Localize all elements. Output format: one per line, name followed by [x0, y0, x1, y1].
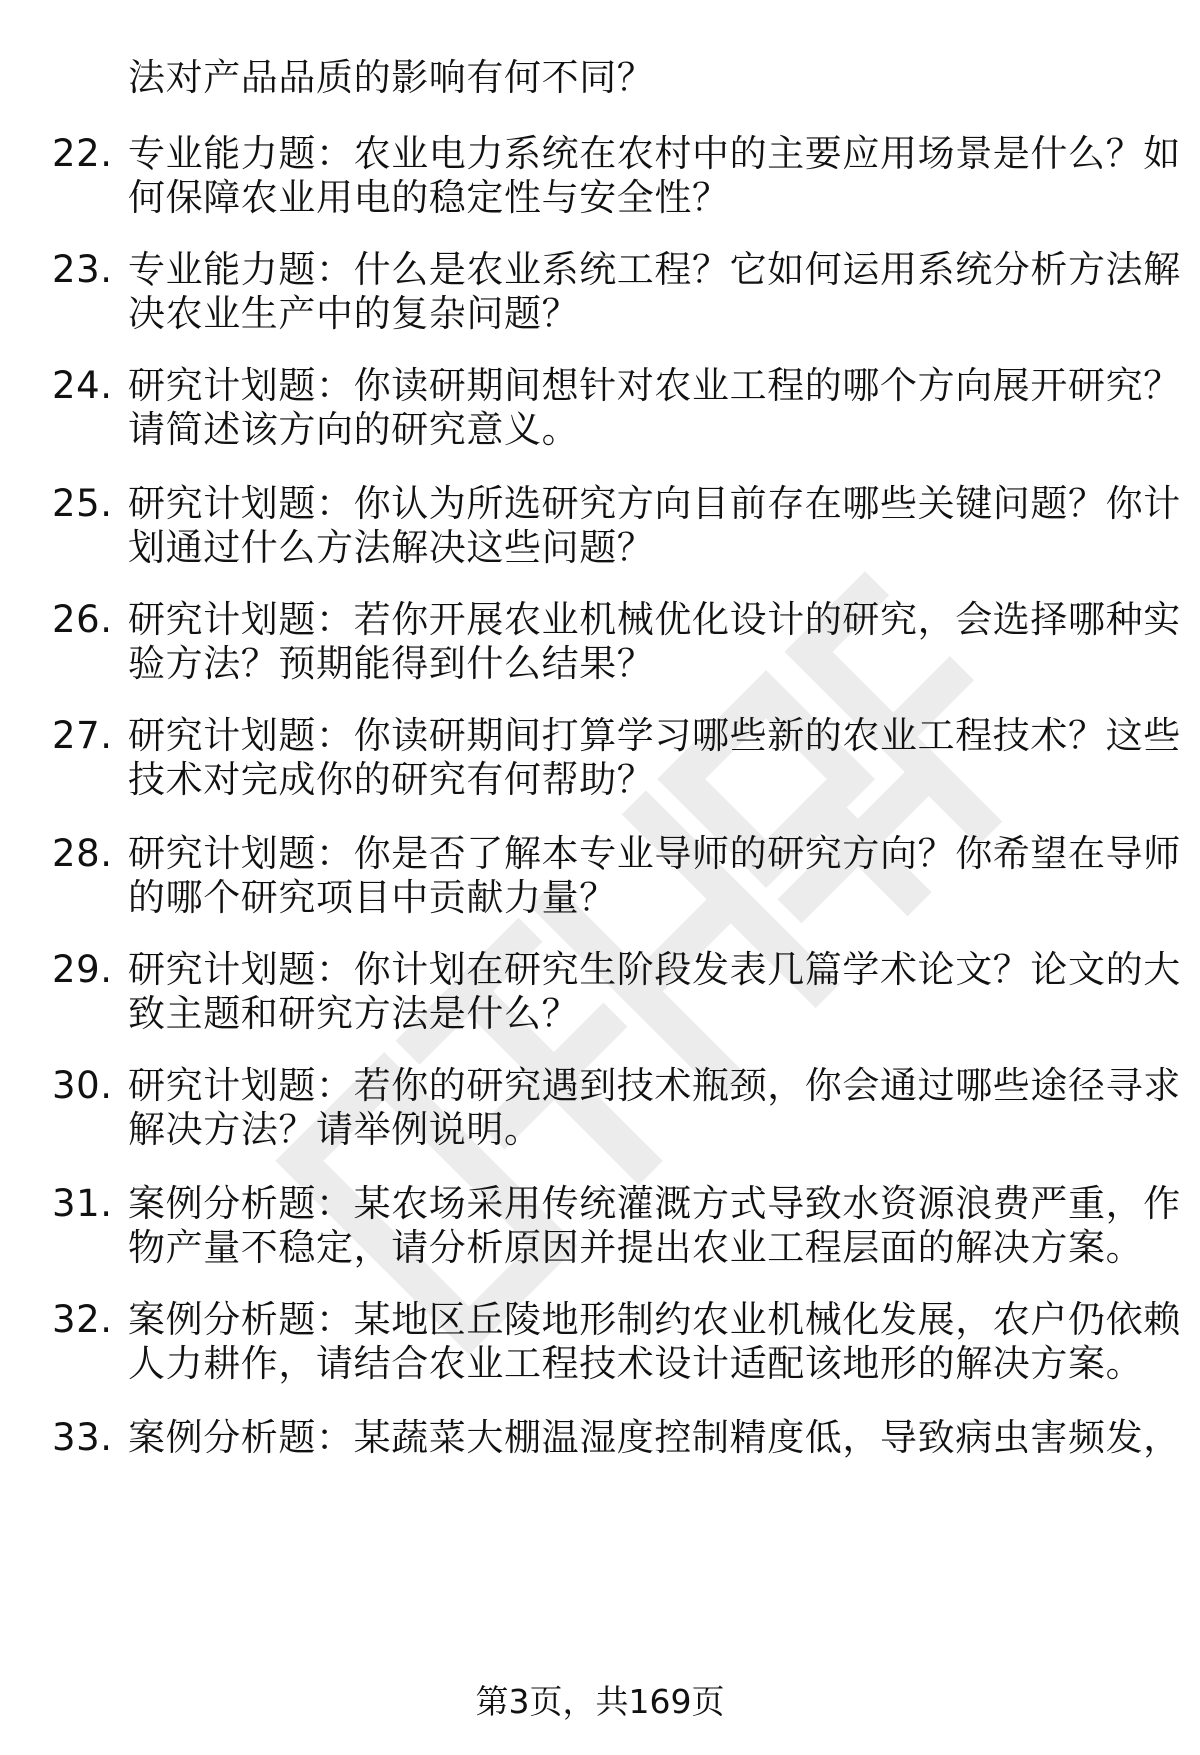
question-number: 32. — [52, 1298, 113, 1341]
question-number: 22. — [52, 132, 113, 175]
question-number: 23. — [52, 248, 113, 291]
question-line: 人力耕作，请结合农业工程技术设计适配该地形的解决方案。 — [128, 1342, 1144, 1385]
question-line: 案例分析题：某农场采用传统灌溉方式导致水资源浪费严重，作 — [128, 1182, 1181, 1225]
question-line: 研究计划题：你是否了解本专业导师的研究方向？你希望在导师 — [128, 832, 1181, 875]
question-line: 请简述该方向的研究意义。 — [128, 408, 580, 451]
question-line: 解决方法？请举例说明。 — [128, 1108, 542, 1151]
question-line: 研究计划题：你计划在研究生阶段发表几篇学术论文？论文的大 — [128, 948, 1181, 991]
question-line: 致主题和研究方法是什么？ — [128, 992, 580, 1035]
question-line: 研究计划题：你读研期间打算学习哪些新的农业工程技术？这些 — [128, 714, 1181, 757]
question-line: 划通过什么方法解决这些问题？ — [128, 526, 655, 569]
question-number: 25. — [52, 482, 113, 525]
question-line: 研究计划题：若你的研究遇到技术瓶颈，你会通过哪些途径寻求 — [128, 1064, 1181, 1107]
question-line: 何保障农业用电的稳定性与安全性？ — [128, 176, 730, 219]
question-number: 26. — [52, 598, 113, 641]
question-line: 研究计划题：你认为所选研究方向目前存在哪些关键问题？你计 — [128, 482, 1181, 525]
question-line: 案例分析题：某地区丘陵地形制约农业机械化发展，农户仍依赖 — [128, 1298, 1181, 1341]
question-line: 物产量不稳定，请分析原因并提出农业工程层面的解决方案。 — [128, 1226, 1144, 1269]
question-number: 30. — [52, 1064, 113, 1107]
question-line: 验方法？预期能得到什么结果？ — [128, 642, 655, 685]
question-number: 33. — [52, 1416, 113, 1459]
question-number: 28. — [52, 832, 113, 875]
question-number: 29. — [52, 948, 113, 991]
question-line: 技术对完成你的研究有何帮助？ — [128, 758, 655, 801]
continuation-line: 法对产品品质的影响有何不同？ — [128, 56, 655, 99]
question-line: 决农业生产中的复杂问题？ — [128, 292, 580, 335]
page-footer: 第3页，共169页 — [475, 1682, 725, 1721]
question-line: 案例分析题：某蔬菜大棚温湿度控制精度低，导致病虫害频发， — [128, 1416, 1181, 1459]
question-line: 的哪个研究项目中贡献力量？ — [128, 876, 617, 919]
question-number: 31. — [52, 1182, 113, 1225]
question-line: 研究计划题：你读研期间想针对农业工程的哪个方向展开研究？ — [128, 364, 1181, 407]
question-number: 24. — [52, 364, 113, 407]
question-line: 专业能力题：农业电力系统在农村中的主要应用场景是什么？如 — [128, 132, 1181, 175]
question-number: 27. — [52, 714, 113, 757]
question-line: 研究计划题：若你开展农业机械优化设计的研究，会选择哪种实 — [128, 598, 1181, 641]
question-line: 专业能力题：什么是农业系统工程？它如何运用系统分析方法解 — [128, 248, 1181, 291]
